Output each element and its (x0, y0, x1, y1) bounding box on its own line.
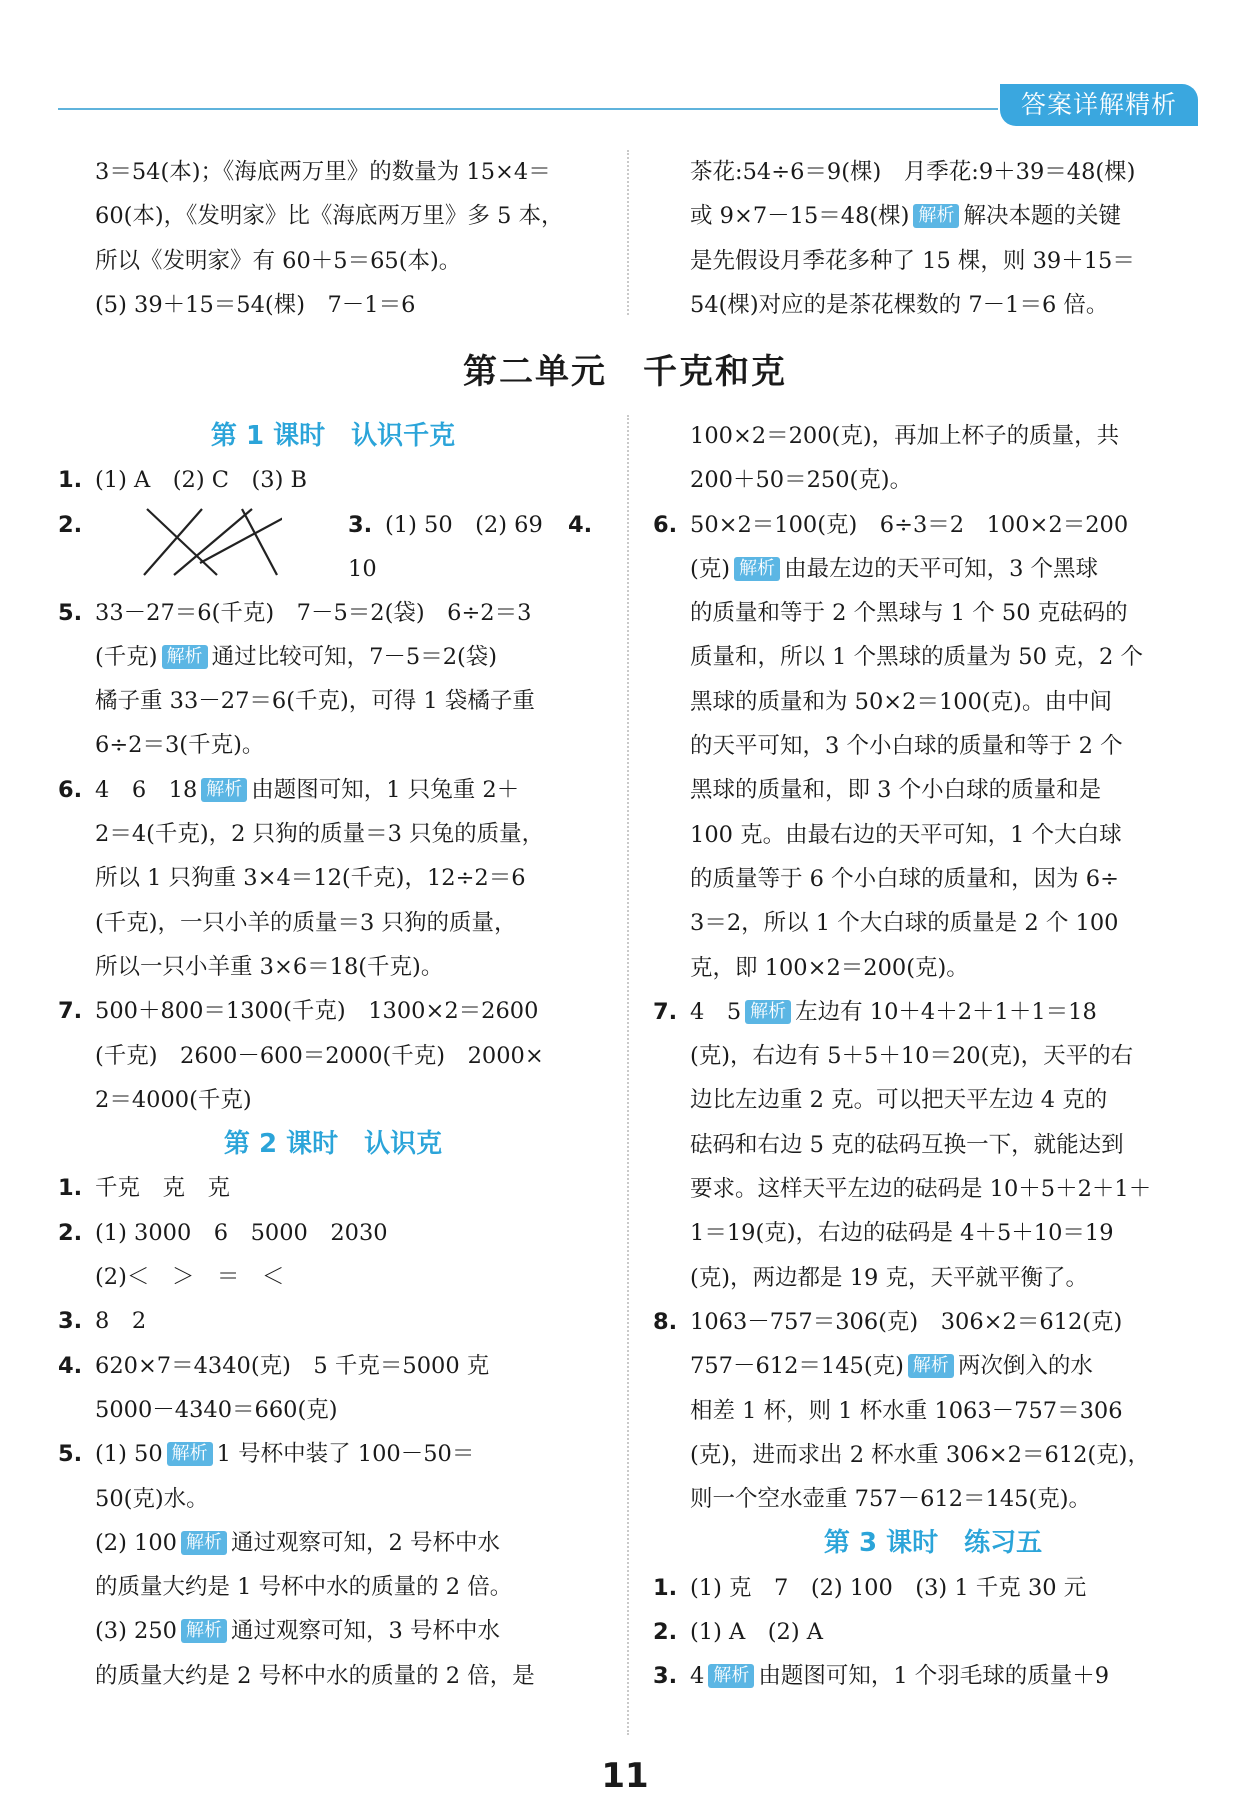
text-line: 橘子重 33－27＝6(千克)，可得 1 袋橘子重 (95, 688, 535, 715)
page-number: 11 (601, 1756, 649, 1796)
question (58, 989, 608, 1033)
text-span: (2) 100 (95, 1529, 177, 1556)
text-span: 两次倒入的水 (957, 1353, 1093, 1380)
text-line: (克)，进而求出 2 杯水重 306×2＝612(克)， (690, 1441, 1150, 1468)
answer-text: 500＋800＝1300(千克) 1300×2＝2600 (95, 998, 539, 1025)
question (58, 458, 608, 502)
analysis-tag: 解析 (167, 1442, 213, 1466)
question-number: 2. (58, 1219, 83, 1246)
text-line: 所以 1 只狗重 3×4＝12(千克)，12÷2＝6 (95, 865, 526, 892)
question (58, 768, 608, 812)
question-number: 5. (58, 1441, 83, 1468)
header-tab: 答案详解精析 (1000, 84, 1198, 126)
question-number: 7. (58, 998, 83, 1025)
text-line: 要求。这样天平左边的砝码是 10＋5＋2＋1＋ (690, 1176, 1152, 1203)
text-span: 由最左边的天平可知，3 个黑球 (784, 555, 1099, 582)
answer-text: (1) 50 (2) 69 (385, 511, 543, 538)
text-line: 200＋50＝250(克)。 (690, 467, 913, 494)
text-line: 50(克)水。 (95, 1485, 209, 1512)
answer-text: 620×7＝4340(克) 5 千克＝5000 克 (95, 1352, 490, 1379)
text-line (58, 635, 608, 679)
question (653, 503, 1213, 547)
analysis-tag: 解析 (201, 778, 247, 802)
answer-text: (1) 克 7 (2) 100 (3) 1 千克 30 元 (690, 1574, 1087, 1601)
answer-text: 4 (690, 1663, 705, 1690)
text-line: (千克)，一只小羊的质量＝3 只狗的质量， (95, 909, 517, 936)
answer-text: 1063－757＝306(克) 306×2＝612(克) (690, 1308, 1123, 1335)
text-line: (千克) 2600－600＝2000(千克) 2000× (95, 1042, 544, 1069)
lesson-title: 第 3 课时 练习五 (823, 1528, 1043, 1559)
right-column (653, 414, 1213, 1699)
answer-text: 8 2 (95, 1308, 147, 1335)
analysis-tag: 解析 (908, 1354, 954, 1378)
question (653, 990, 1213, 1034)
top-right-block (690, 150, 1210, 327)
matching-lines-figure (102, 503, 282, 578)
question (653, 1610, 1213, 1654)
text-line: 的天平可知，3 个小白球的质量和等于 2 个 (690, 733, 1123, 760)
answer-text: (1) A (2) A (690, 1619, 824, 1646)
text-line: 3＝54(本)；《海底两万里》的数量为 15×4＝ (95, 159, 551, 185)
question (653, 1300, 1213, 1344)
text-span: 1 号杯中装了 100－50＝ (216, 1441, 475, 1468)
question (58, 591, 608, 635)
text-line: 的质量和等于 2 个黑球与 1 个 50 克砝码的 (690, 600, 1128, 627)
question (653, 1566, 1213, 1610)
text-line: 所以一只小羊重 3×6＝18(千克)。 (95, 953, 444, 980)
text-line: 则一个空水壶重 757－612＝145(克)。 (690, 1486, 1092, 1513)
analysis-tag: 解析 (181, 1619, 227, 1643)
analysis-tag: 解析 (734, 557, 780, 581)
text-span: (3) 250 (95, 1618, 177, 1645)
text-line: 砝码和右边 5 克的砝码互换一下，就能达到 (690, 1131, 1124, 1158)
q3-q4-answers (348, 503, 608, 592)
question (58, 1166, 608, 1210)
analysis-tag: 解析 (162, 645, 208, 669)
question-number: 3. (653, 1663, 678, 1690)
text-line: 100 克。由最右边的天平可知，1 个大白球 (690, 821, 1122, 848)
text-line: 边比左边重 2 克。可以把天平左边 4 克的 (690, 1087, 1108, 1114)
text-line: 黑球的质量和为 50×2＝100(克)。由中间 (690, 688, 1112, 715)
text-line: 3＝2，所以 1 个大白球的质量是 2 个 100 (690, 910, 1119, 937)
top-left-block (95, 150, 605, 327)
text-span: 左边有 10＋4＋2＋1＋1＝18 (795, 998, 1097, 1025)
question-number: 7. (653, 998, 678, 1025)
question-number: 6. (58, 776, 83, 803)
analysis-tag: 解析 (745, 1000, 791, 1024)
left-column (58, 414, 608, 1698)
question-number: 2. (653, 1619, 678, 1646)
text-line: 60(本)，《发明家》比《海底两万里》多 5 本， (95, 203, 564, 230)
column-divider-main (627, 415, 629, 1735)
column-divider-top (627, 150, 629, 315)
unit-title: 第二单元 千克和克 (463, 352, 787, 392)
text-line: 的质量大约是 2 号杯中水的质量的 2 倍，是 (95, 1662, 535, 1689)
question (58, 1299, 608, 1343)
question-number: 6. (653, 511, 678, 538)
question-number: 3. (58, 1308, 83, 1335)
question-number: 1. (653, 1574, 678, 1601)
text-span: 通过观察可知，3 号杯中水 (230, 1618, 500, 1645)
analysis-tag: 解析 (913, 204, 959, 228)
text-span: 由题图可知，1 只兔重 2＋ (251, 776, 520, 803)
answer-text: 50×2＝100(克) 6÷3＝2 100×2＝200 (690, 511, 1129, 538)
text-line: (2)＜ ＞ ＝ ＜ (95, 1264, 285, 1291)
text-line: 6÷2＝3(千克)。 (95, 732, 265, 759)
text-line: 100×2＝200(克)，再加上杯子的质量，共 (690, 423, 1120, 449)
question (58, 1211, 608, 1255)
text-line (690, 194, 1210, 238)
answer-text: (1) A (2) C (3) B (95, 467, 308, 494)
text-line: 相差 1 杯，则 1 杯水重 1063－757＝306 (690, 1397, 1123, 1424)
text-line: 的质量等于 6 个小白球的质量和，因为 6÷ (690, 865, 1119, 892)
answer-text: 4 6 18 (95, 776, 198, 803)
question-number: 4. (58, 1352, 83, 1379)
header-rule (58, 108, 998, 110)
text-line (653, 1344, 1213, 1388)
answer-text: 千克 克 克 (95, 1175, 231, 1202)
text-span: 由题图可知，1 个羽毛球的质量＋9 (758, 1663, 1110, 1690)
question-number: 1. (58, 1175, 83, 1202)
question-number: 3. (348, 511, 373, 538)
question-number: 1. (58, 467, 83, 494)
text-line: 54(棵)对应的是茶花棵数的 7－1＝6 倍。 (690, 291, 1109, 318)
text-line: (5) 39＋15＝54(棵) 7－1＝6 (95, 291, 416, 318)
analysis-tag: 解析 (708, 1664, 754, 1688)
question-number: 2. (58, 511, 83, 538)
analysis-tag: 解析 (181, 1531, 227, 1555)
lesson-title: 第 1 课时 认识千克 (210, 421, 456, 451)
text-line (58, 1609, 608, 1653)
question-number: 8. (653, 1308, 678, 1335)
text-line: 质量和，所以 1 个黑球的质量为 50 克，2 个 (690, 644, 1144, 671)
question (58, 1344, 608, 1388)
question (653, 1654, 1213, 1698)
text-span: 或 9×7－15＝48(棵) (690, 203, 910, 230)
text-line: 1＝19(克)，右边的砝码是 4＋5＋10＝19 (690, 1220, 1114, 1247)
text-line: 5000－4340＝660(克) (95, 1396, 338, 1423)
text-line: 克，即 100×2＝200(克)。 (690, 954, 969, 981)
text-span: (克) (690, 555, 731, 582)
answer-text: 10 (348, 555, 377, 582)
text-span: 757－612＝145(克) (690, 1353, 904, 1380)
answer-text: (1) 3000 6 5000 2030 (95, 1219, 388, 1246)
text-span: (千克) (95, 643, 158, 670)
text-line: 2＝4000(千克) (95, 1086, 252, 1113)
answer-text: (1) 50 (95, 1441, 163, 1468)
answer-text: 4 5 (690, 998, 742, 1025)
text-span: 通过比较可知，7－5＝2(袋) (211, 643, 498, 670)
text-span: 通过观察可知，2 号杯中水 (230, 1529, 500, 1556)
lesson-title: 第 2 课时 认识克 (223, 1129, 443, 1160)
question-number: 5. (58, 599, 83, 626)
question (58, 503, 608, 591)
answer-text: 33－27＝6(千克) 7－5＝2(袋) 6÷2＝3 (95, 599, 532, 626)
text-line: 的质量大约是 1 号杯中水的质量的 2 倍。 (95, 1574, 513, 1601)
text-line: 黑球的质量和，即 3 个小白球的质量和是 (690, 777, 1102, 804)
text-line: 茶花:54÷6＝9(棵) 月季花:9＋39＝48(棵) (690, 159, 1136, 185)
text-span: 解决本题的关键 (963, 203, 1121, 230)
text-line (58, 1521, 608, 1565)
text-line: 2＝4(千克)，2 只狗的质量＝3 只兔的质量， (95, 821, 545, 848)
question (58, 1432, 608, 1476)
text-line: (克)，两边都是 19 克，天平就平衡了。 (690, 1264, 1088, 1291)
text-line: (克)，右边有 5＋5＋10＝20(克)，天平的右 (690, 1043, 1134, 1070)
question-number: 4. (567, 511, 593, 538)
text-line: 是先假设月季花多种了 15 棵，则 39＋15＝ (690, 247, 1135, 274)
text-line: 所以《发明家》有 60＋5＝65(本)。 (95, 247, 462, 274)
text-line (653, 547, 1213, 591)
